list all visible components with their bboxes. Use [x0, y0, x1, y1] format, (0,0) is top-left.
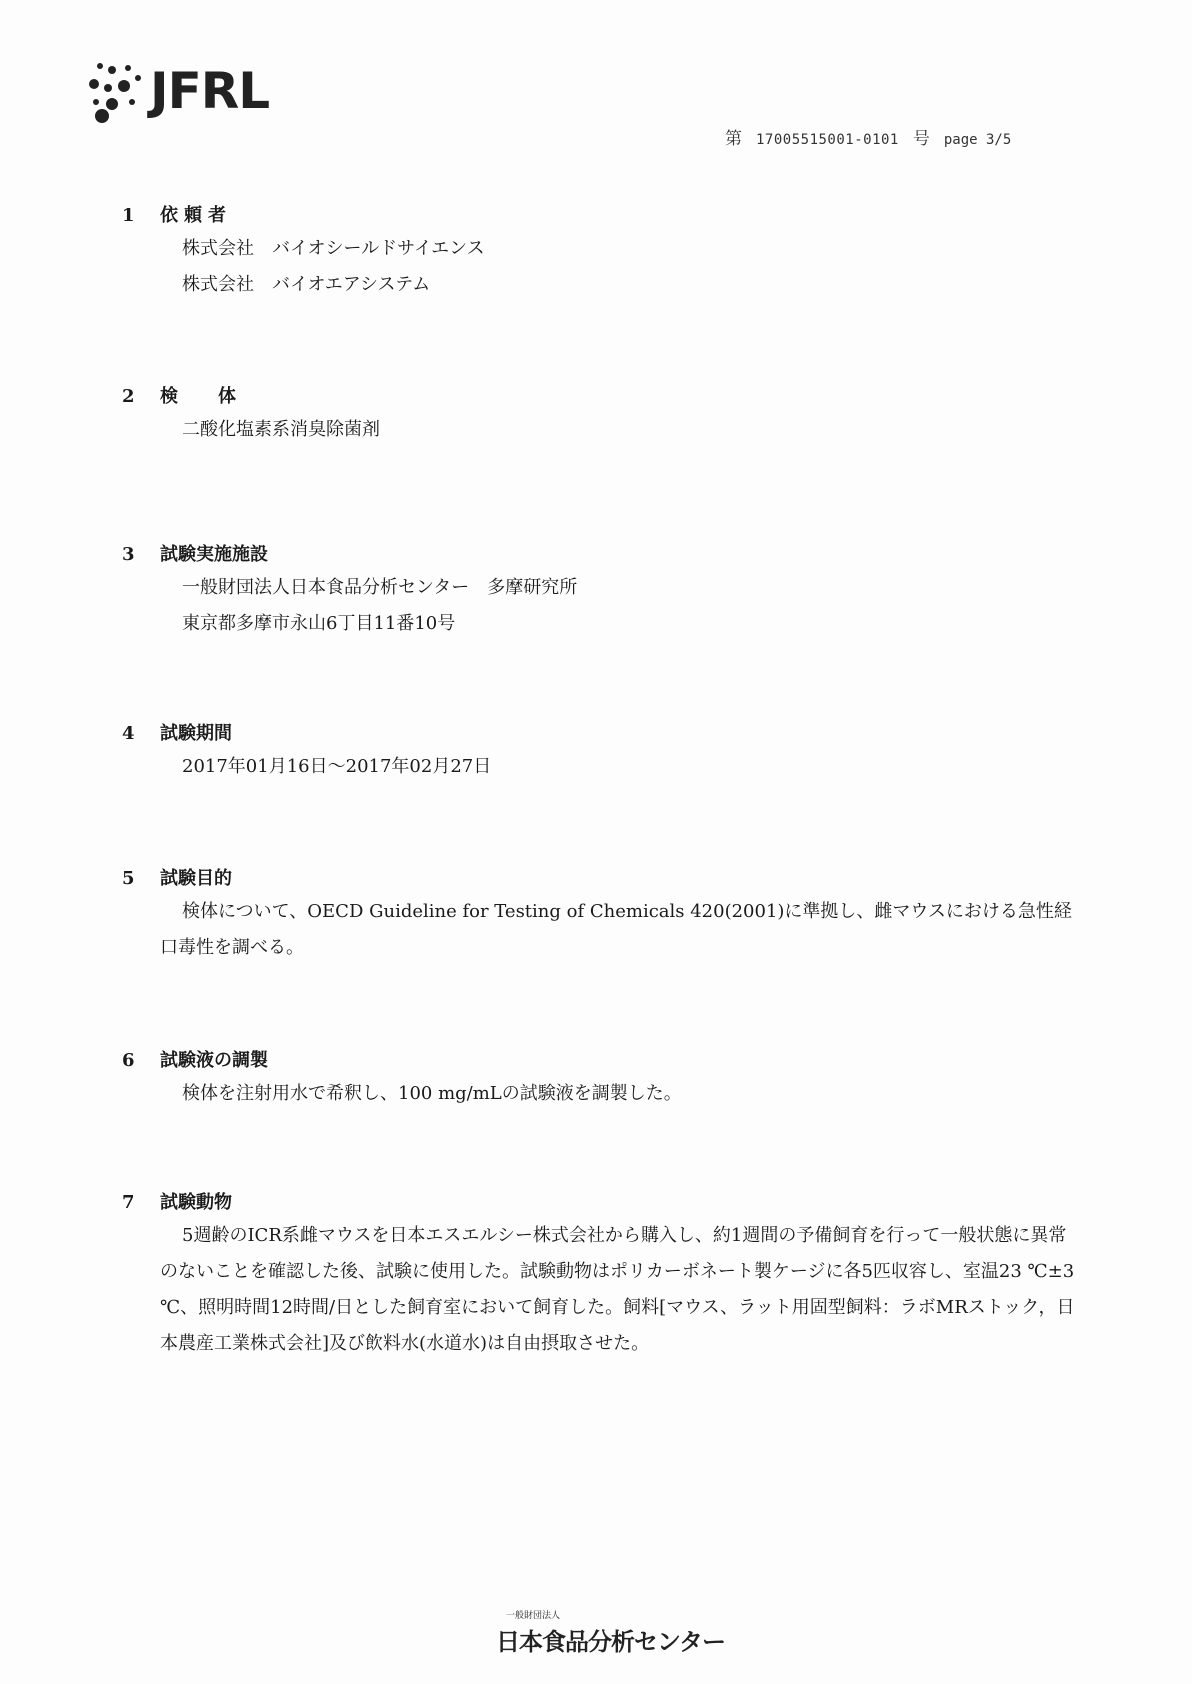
- section-test-purpose: [122, 864, 1082, 966]
- section-test-period: [122, 719, 1082, 785]
- section-paragraph: 5週齢のICR系雌マウスを日本エスエルシー株式会社から購入し、約1週間の予備飼育を行って一般状態に異常のないことを確認した後、試験に使用した。試験動物はポリカーボネート製ケージに各5匹収容し、室温23 ℃±3 ℃、照明時間12時間/日とした飼育室において飼育した。飼料[マウス、ラット用固型飼料：ラボMRストック，日本農産工業株式会社]及び飲料水(水道水)は自由摂取させた。: [160, 1225, 1075, 1354]
- section-line: 株式会社 バイオエアシステム: [182, 274, 431, 295]
- section-title: 試験期間: [160, 723, 232, 744]
- section-number: 1: [122, 205, 135, 226]
- section-paragraph: 検体を注射用水で希釈し、100 mg/mLの試験液を調製した。: [182, 1083, 682, 1104]
- section-number: 7: [122, 1192, 135, 1213]
- section-title: 試験液の調製: [160, 1050, 268, 1071]
- section-number: 6: [122, 1050, 135, 1071]
- footer-small-text: 一般財団法人: [506, 1611, 561, 1621]
- section-number: 4: [122, 723, 135, 744]
- section-paragraph: 検体について、OECD Guideline for Testing of Chemicals 420(2001)に準拠し、雌マウスにおける急性経口毒性を調べる。: [160, 901, 1072, 958]
- section-title: 依頼者: [160, 205, 232, 226]
- report-reference: [725, 124, 1011, 149]
- section-sample: [122, 382, 1082, 448]
- section-heading: [122, 201, 1082, 231]
- section-heading: [122, 540, 1082, 570]
- section-line: 二酸化塩素系消臭除菌剤: [182, 419, 380, 440]
- section-number: 3: [122, 544, 135, 565]
- section-test-solution-preparation: [122, 1046, 1082, 1112]
- page-number: page 3/5: [943, 132, 1012, 148]
- section-title: 試験実施施設: [160, 544, 268, 565]
- report-number: 17005515001-0101: [756, 132, 899, 148]
- jfrl-logo: [88, 58, 298, 128]
- section-test-animals: [122, 1188, 1082, 1362]
- section-line: 一般財団法人日本食品分析センター 多摩研究所: [182, 577, 578, 598]
- footer-main-text: 日本食品分析センター: [496, 1628, 726, 1656]
- section-number: 2: [122, 386, 135, 407]
- section-heading: [122, 382, 1082, 412]
- section-title: 試験目的: [160, 868, 232, 889]
- section-line: 東京都多摩市永山6丁目11番10号: [182, 613, 456, 634]
- section-heading: [122, 864, 1082, 894]
- section-requester: [122, 201, 1082, 303]
- section-title: 検体: [160, 386, 276, 407]
- report-suffix: 号: [912, 129, 930, 149]
- section-line: 2017年01月16日～2017年02月27日: [182, 756, 492, 777]
- section-heading: [122, 1046, 1082, 1076]
- section-heading: [122, 1188, 1082, 1218]
- section-test-facility: [122, 540, 1082, 642]
- section-line: 株式会社 バイオシールドサイエンス: [182, 238, 485, 259]
- footer-organization-seal: [496, 1608, 726, 1658]
- section-title: 試験動物: [160, 1192, 232, 1213]
- report-prefix: 第: [725, 129, 742, 149]
- section-number: 5: [122, 868, 135, 889]
- section-heading: [122, 719, 1082, 749]
- jfrl-logo-mark-icon: [88, 58, 150, 128]
- logo-text: JFRL: [150, 62, 270, 120]
